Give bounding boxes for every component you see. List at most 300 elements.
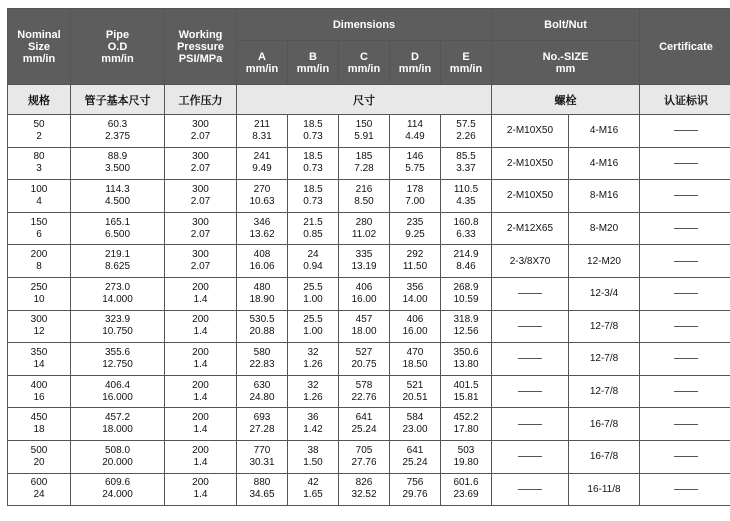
header-bolt-nut: Bolt/Nut <box>492 9 640 41</box>
cell-b-line: 36 <box>307 412 319 424</box>
cell-c-line: 216 <box>355 183 373 195</box>
cell-b-line: 32 <box>307 346 319 358</box>
dash-mark <box>674 293 698 294</box>
cell-bolt2 <box>569 147 640 180</box>
cell-od-line: 3.500 <box>104 163 131 175</box>
cell-size-line: 350 <box>30 346 48 358</box>
cell-bolt2 <box>569 115 640 148</box>
cell-c-line: 406 <box>355 281 373 293</box>
cell-wp-line: 200 <box>192 314 209 326</box>
cell-c-line: 641 <box>355 412 373 424</box>
cell-a-line: 530.5 <box>249 314 275 326</box>
cell-a <box>237 310 288 343</box>
cell-bolt2-text: 12-M20 <box>587 255 621 267</box>
cell-c-line: 7.28 <box>354 163 374 175</box>
cell-od <box>71 408 165 441</box>
cell-od <box>71 343 165 376</box>
cell-b <box>288 180 339 213</box>
cell-size <box>8 408 71 441</box>
cell-a <box>237 212 288 245</box>
cell-wp-line: 200 <box>192 412 209 424</box>
subheader-dimensions: 尺寸 <box>237 85 492 115</box>
cell-od <box>71 440 165 473</box>
cell-od-line: 16.000 <box>102 391 133 403</box>
cell-size-line: 8 <box>36 261 42 273</box>
dash-mark <box>674 195 698 196</box>
cell-od-line: 219.1 <box>104 249 131 261</box>
cell-b <box>288 440 339 473</box>
cell-cert <box>640 277 730 310</box>
cell-od-line: 508.0 <box>104 444 131 456</box>
cell-wp <box>165 310 237 343</box>
cell-size <box>8 147 71 180</box>
table-row <box>8 408 730 441</box>
table-row <box>8 440 730 473</box>
cell-wp-line: 200 <box>192 346 209 358</box>
table-row <box>8 473 730 506</box>
cell-b <box>288 343 339 376</box>
cell-bolt1 <box>492 408 569 441</box>
cell-od-line: 457.2 <box>104 412 131 424</box>
cell-od <box>71 212 165 245</box>
cell-bolt1-text: 2-M10X50 <box>506 190 554 202</box>
dash-mark <box>518 326 542 327</box>
cell-wp-line: 2.07 <box>190 261 211 273</box>
cell-b-line: 18.5 <box>303 183 323 195</box>
cell-d-line: 18.50 <box>402 358 428 370</box>
cell-size <box>8 310 71 343</box>
subheader-row <box>8 85 730 115</box>
cell-a <box>237 245 288 278</box>
cell-wp-line: 1.4 <box>193 293 208 305</box>
cell-bolt2 <box>569 343 640 376</box>
cell-d-line: 756 <box>406 477 424 489</box>
cell-a-line: 30.31 <box>249 456 275 468</box>
cell-wp <box>165 180 237 213</box>
table-row <box>8 245 730 278</box>
dash-mark <box>518 391 542 392</box>
cell-size-line: 400 <box>30 379 48 391</box>
cell-d-line: 406 <box>406 314 424 326</box>
cell-b <box>288 147 339 180</box>
cell-a-line: 693 <box>253 412 271 424</box>
cell-cert <box>640 212 730 245</box>
cell-b-line: 0.73 <box>303 163 323 175</box>
cell-e-line: 6.33 <box>456 228 476 240</box>
subheader-working-pressure: 工作压力 <box>165 85 237 115</box>
cell-a-line: 9.49 <box>252 163 272 175</box>
cell-wp-line: 200 <box>192 281 209 293</box>
cell-bolt1 <box>492 440 569 473</box>
header-dim-e: E mm/in <box>441 41 492 85</box>
cell-a-line: 770 <box>253 444 271 456</box>
cell-d-line: 114 <box>407 118 423 130</box>
cell-size-line: 500 <box>30 444 48 456</box>
cell-od <box>71 277 165 310</box>
cell-c-line: 457 <box>355 314 373 326</box>
cell-d <box>390 277 441 310</box>
cell-e-line: 601.6 <box>453 477 479 489</box>
cell-cert <box>640 310 730 343</box>
cell-a-line: 211 <box>254 118 270 130</box>
cell-a-line: 408 <box>253 249 271 261</box>
cell-b-line: 1.50 <box>303 456 323 468</box>
cell-a-line: 22.83 <box>249 358 275 370</box>
cell-a-line: 480 <box>253 281 271 293</box>
dash-mark <box>518 456 542 457</box>
cell-e-line: 503 <box>457 444 475 456</box>
dash-mark <box>518 424 542 425</box>
cell-c-line: 8.50 <box>354 195 374 207</box>
cell-size-line: 80 <box>33 151 45 163</box>
cell-e <box>441 473 492 506</box>
cell-size-line: 18 <box>33 424 45 436</box>
table-row <box>8 147 730 180</box>
cell-d <box>390 375 441 408</box>
cell-cert <box>640 147 730 180</box>
cell-e-line: 12.56 <box>453 326 479 338</box>
cell-b-line: 42 <box>307 477 319 489</box>
header-no-size: No.-SIZE mm <box>492 41 640 85</box>
cell-size <box>8 277 71 310</box>
cell-d-line: 9.25 <box>405 228 425 240</box>
cell-a-line: 580 <box>253 346 271 358</box>
cell-b <box>288 408 339 441</box>
cell-wp <box>165 277 237 310</box>
dash-mark <box>674 326 698 327</box>
cell-d <box>390 147 441 180</box>
cell-size <box>8 440 71 473</box>
cell-b-line: 1.42 <box>303 424 323 436</box>
cell-d <box>390 408 441 441</box>
cell-a <box>237 343 288 376</box>
cell-size <box>8 245 71 278</box>
cell-cert <box>640 343 730 376</box>
header-working-pressure: Working Pressure PSI/MPa <box>165 9 237 85</box>
cell-b-line: 18.5 <box>303 151 323 163</box>
cell-size-line: 450 <box>30 412 48 424</box>
cell-wp <box>165 147 237 180</box>
cell-a <box>237 115 288 148</box>
cell-size <box>8 115 71 148</box>
cell-a-line: 241 <box>253 151 271 163</box>
cell-od-line: 609.6 <box>104 477 131 489</box>
cell-c-line: 280 <box>355 216 373 228</box>
cell-d <box>390 245 441 278</box>
cell-wp-line: 300 <box>192 118 209 130</box>
cell-b-line: 18.5 <box>303 118 323 130</box>
cell-e-line: 318.9 <box>453 314 479 326</box>
cell-a <box>237 277 288 310</box>
cell-a-line: 16.06 <box>249 261 275 273</box>
cell-wp-line: 1.4 <box>193 456 208 468</box>
cell-c-line: 25.24 <box>351 424 377 436</box>
cell-b <box>288 245 339 278</box>
cell-c-line: 150 <box>355 118 373 130</box>
cell-od <box>71 310 165 343</box>
cell-d-line: 11.50 <box>402 261 428 273</box>
cell-c-line: 335 <box>355 249 373 261</box>
cell-d-line: 641 <box>406 444 424 456</box>
cell-d-line: 235 <box>406 216 424 228</box>
cell-a-line: 630 <box>253 379 271 391</box>
cell-bolt1 <box>492 277 569 310</box>
header-dim-c: C mm/in <box>339 41 390 85</box>
cell-size <box>8 473 71 506</box>
header-dimensions: Dimensions <box>237 9 492 41</box>
table-row <box>8 343 730 376</box>
spec-table-container <box>7 8 722 506</box>
cell-b-line: 1.00 <box>303 326 323 338</box>
header-dim-b: B mm/in <box>288 41 339 85</box>
dash-mark <box>518 293 542 294</box>
cell-wp <box>165 115 237 148</box>
dash-mark <box>518 489 542 490</box>
cell-c <box>339 375 390 408</box>
cell-wp <box>165 473 237 506</box>
cell-d-line: 470 <box>406 346 424 358</box>
cell-c-line: 16.00 <box>351 293 377 305</box>
cell-od-line: 18.000 <box>102 424 133 436</box>
header-certificate: Certificate <box>640 9 730 85</box>
cell-od <box>71 147 165 180</box>
cell-c-line: 11.02 <box>351 228 377 240</box>
cell-b-line: 0.73 <box>303 195 323 207</box>
cell-size <box>8 180 71 213</box>
cell-wp-line: 2.07 <box>190 228 211 240</box>
cell-od <box>71 180 165 213</box>
cell-a <box>237 408 288 441</box>
cell-bolt2-text: 16-7/8 <box>589 418 619 430</box>
cell-size-line: 10 <box>33 293 45 305</box>
cell-e-line: 4.35 <box>456 195 476 207</box>
cell-c <box>339 245 390 278</box>
cell-d-line: 356 <box>406 281 424 293</box>
cell-size <box>8 212 71 245</box>
cell-d-line: 20.51 <box>402 391 428 403</box>
cell-e-line: 17.80 <box>453 424 479 436</box>
cell-e-line: 85.5 <box>456 151 476 163</box>
cell-e-line: 110.5 <box>453 183 479 195</box>
cell-c <box>339 310 390 343</box>
dash-mark <box>518 358 542 359</box>
cell-bolt2 <box>569 212 640 245</box>
cell-od-line: 165.1 <box>104 216 131 228</box>
cell-c <box>339 147 390 180</box>
cell-e <box>441 245 492 278</box>
cell-bolt2 <box>569 245 640 278</box>
table-row <box>8 277 730 310</box>
cell-wp <box>165 212 237 245</box>
cell-d-line: 292 <box>406 249 424 261</box>
cell-od <box>71 115 165 148</box>
cell-b-line: 24 <box>307 249 319 261</box>
cell-bolt1 <box>492 473 569 506</box>
cell-b-line: 38 <box>307 444 319 456</box>
cell-c-line: 578 <box>355 379 373 391</box>
header-dim-a: A mm/in <box>237 41 288 85</box>
cell-bolt1 <box>492 310 569 343</box>
cell-c <box>339 212 390 245</box>
cell-a-line: 10.63 <box>249 195 275 207</box>
cell-c-line: 32.52 <box>351 489 377 501</box>
cell-size-line: 16 <box>33 391 45 403</box>
dash-mark <box>674 358 698 359</box>
cell-e <box>441 343 492 376</box>
cell-bolt2 <box>569 440 640 473</box>
cell-a-line: 18.90 <box>249 293 275 305</box>
cell-d <box>390 180 441 213</box>
cell-bolt1 <box>492 147 569 180</box>
cell-b <box>288 375 339 408</box>
cell-c-line: 527 <box>355 346 373 358</box>
cell-a-line: 20.88 <box>249 326 275 338</box>
cell-d-line: 178 <box>406 183 424 195</box>
cell-b-line: 21.5 <box>303 216 323 228</box>
cell-e-line: 8.46 <box>456 261 476 273</box>
cell-size-line: 2 <box>36 130 42 142</box>
cell-wp-line: 200 <box>192 444 209 456</box>
cell-b <box>288 212 339 245</box>
cell-a-line: 880 <box>253 477 271 489</box>
cell-bolt1 <box>492 343 569 376</box>
cell-bolt2 <box>569 310 640 343</box>
cell-c-line: 705 <box>355 444 373 456</box>
header-nominal-size: Nominal Size mm/in <box>8 9 71 85</box>
dash-mark <box>674 391 698 392</box>
cell-e <box>441 212 492 245</box>
cell-od-line: 2.375 <box>104 130 131 142</box>
cell-d-line: 521 <box>406 379 424 391</box>
dash-mark <box>674 489 698 490</box>
cell-b-line: 25.5 <box>303 281 323 293</box>
cell-od-line: 60.3 <box>107 118 128 130</box>
cell-b-line: 1.26 <box>303 391 323 403</box>
cell-bolt2-text: 12-3/4 <box>589 288 619 300</box>
cell-size-line: 100 <box>30 183 48 195</box>
cell-bolt1 <box>492 245 569 278</box>
cell-e-line: 401.5 <box>453 379 479 391</box>
cell-cert <box>640 473 730 506</box>
cell-size-line: 14 <box>33 358 45 370</box>
cell-wp-line: 1.4 <box>193 326 208 338</box>
cell-od-line: 6.500 <box>104 228 131 240</box>
cell-od-line: 406.4 <box>104 379 131 391</box>
cell-e-line: 2.26 <box>456 130 476 142</box>
cell-e <box>441 310 492 343</box>
cell-c <box>339 115 390 148</box>
subheader-nominal-size: 规格 <box>8 85 71 115</box>
cell-c-line: 826 <box>355 477 373 489</box>
cell-od-line: 323.9 <box>104 314 131 326</box>
cell-wp-line: 300 <box>192 216 209 228</box>
cell-size-line: 4 <box>36 195 42 207</box>
cell-d-line: 7.00 <box>405 195 425 207</box>
cell-d-line: 25.24 <box>402 456 428 468</box>
cell-wp-line: 2.07 <box>190 163 211 175</box>
cell-size-line: 50 <box>33 118 45 130</box>
cell-e-line: 13.80 <box>453 358 479 370</box>
cell-wp-line: 300 <box>192 183 209 195</box>
cell-od-line: 88.9 <box>107 151 128 163</box>
cell-size-line: 3 <box>36 163 42 175</box>
cell-a-line: 13.62 <box>249 228 275 240</box>
cell-od-line: 8.625 <box>104 261 131 273</box>
cell-wp-line: 200 <box>192 477 209 489</box>
cell-a <box>237 147 288 180</box>
cell-d <box>390 440 441 473</box>
cell-wp-line: 200 <box>192 379 209 391</box>
cell-e <box>441 147 492 180</box>
cell-size-line: 24 <box>33 489 45 501</box>
cell-wp-line: 2.07 <box>190 195 211 207</box>
cell-bolt2-text: 4-M16 <box>589 125 619 137</box>
cell-size-line: 12 <box>33 326 45 338</box>
cell-b <box>288 115 339 148</box>
cell-c-line: 185 <box>355 151 373 163</box>
table-row <box>8 375 730 408</box>
cell-d-line: 14.00 <box>402 293 428 305</box>
cell-size <box>8 375 71 408</box>
cell-c <box>339 277 390 310</box>
cell-b-line: 1.26 <box>303 358 323 370</box>
cell-e-line: 19.80 <box>453 456 479 468</box>
cell-c-line: 13.19 <box>351 261 377 273</box>
cell-wp <box>165 245 237 278</box>
cell-c <box>339 180 390 213</box>
cell-size-line: 600 <box>30 477 48 489</box>
cell-a <box>237 375 288 408</box>
cell-a-line: 24.80 <box>249 391 275 403</box>
cell-bolt2-text: 12-7/8 <box>589 320 619 332</box>
cell-c-line: 18.00 <box>351 326 377 338</box>
cell-c-line: 20.75 <box>351 358 377 370</box>
cell-size-line: 20 <box>33 456 45 468</box>
cell-wp-line: 1.4 <box>193 391 208 403</box>
cell-bolt1 <box>492 212 569 245</box>
cell-bolt1-text: 2-M10X50 <box>506 157 554 169</box>
cell-bolt2-text: 4-M16 <box>589 157 619 169</box>
cell-d <box>390 310 441 343</box>
cell-a <box>237 473 288 506</box>
cell-c-line: 27.76 <box>351 456 377 468</box>
cell-b-line: 0.94 <box>303 261 323 273</box>
cell-cert <box>640 408 730 441</box>
cell-b-line: 1.00 <box>303 293 323 305</box>
cell-bolt2 <box>569 180 640 213</box>
cell-b <box>288 473 339 506</box>
cell-e-line: 3.37 <box>456 163 476 175</box>
cell-a <box>237 180 288 213</box>
cell-bolt1-text: 2-M12X65 <box>506 223 554 235</box>
spec-table <box>7 8 730 506</box>
subheader-pipe-od: 管子基本尺寸 <box>71 85 165 115</box>
cell-d-line: 29.76 <box>402 489 428 501</box>
cell-c <box>339 408 390 441</box>
cell-bolt2 <box>569 375 640 408</box>
cell-e-line: 350.6 <box>453 346 479 358</box>
cell-d-line: 23.00 <box>402 424 428 436</box>
cell-e <box>441 440 492 473</box>
cell-b <box>288 310 339 343</box>
cell-d-line: 16.00 <box>402 326 428 338</box>
cell-e <box>441 277 492 310</box>
cell-cert <box>640 375 730 408</box>
cell-e-line: 15.81 <box>453 391 479 403</box>
cell-wp <box>165 440 237 473</box>
cell-e <box>441 180 492 213</box>
subheader-bolt: 螺栓 <box>492 85 640 115</box>
